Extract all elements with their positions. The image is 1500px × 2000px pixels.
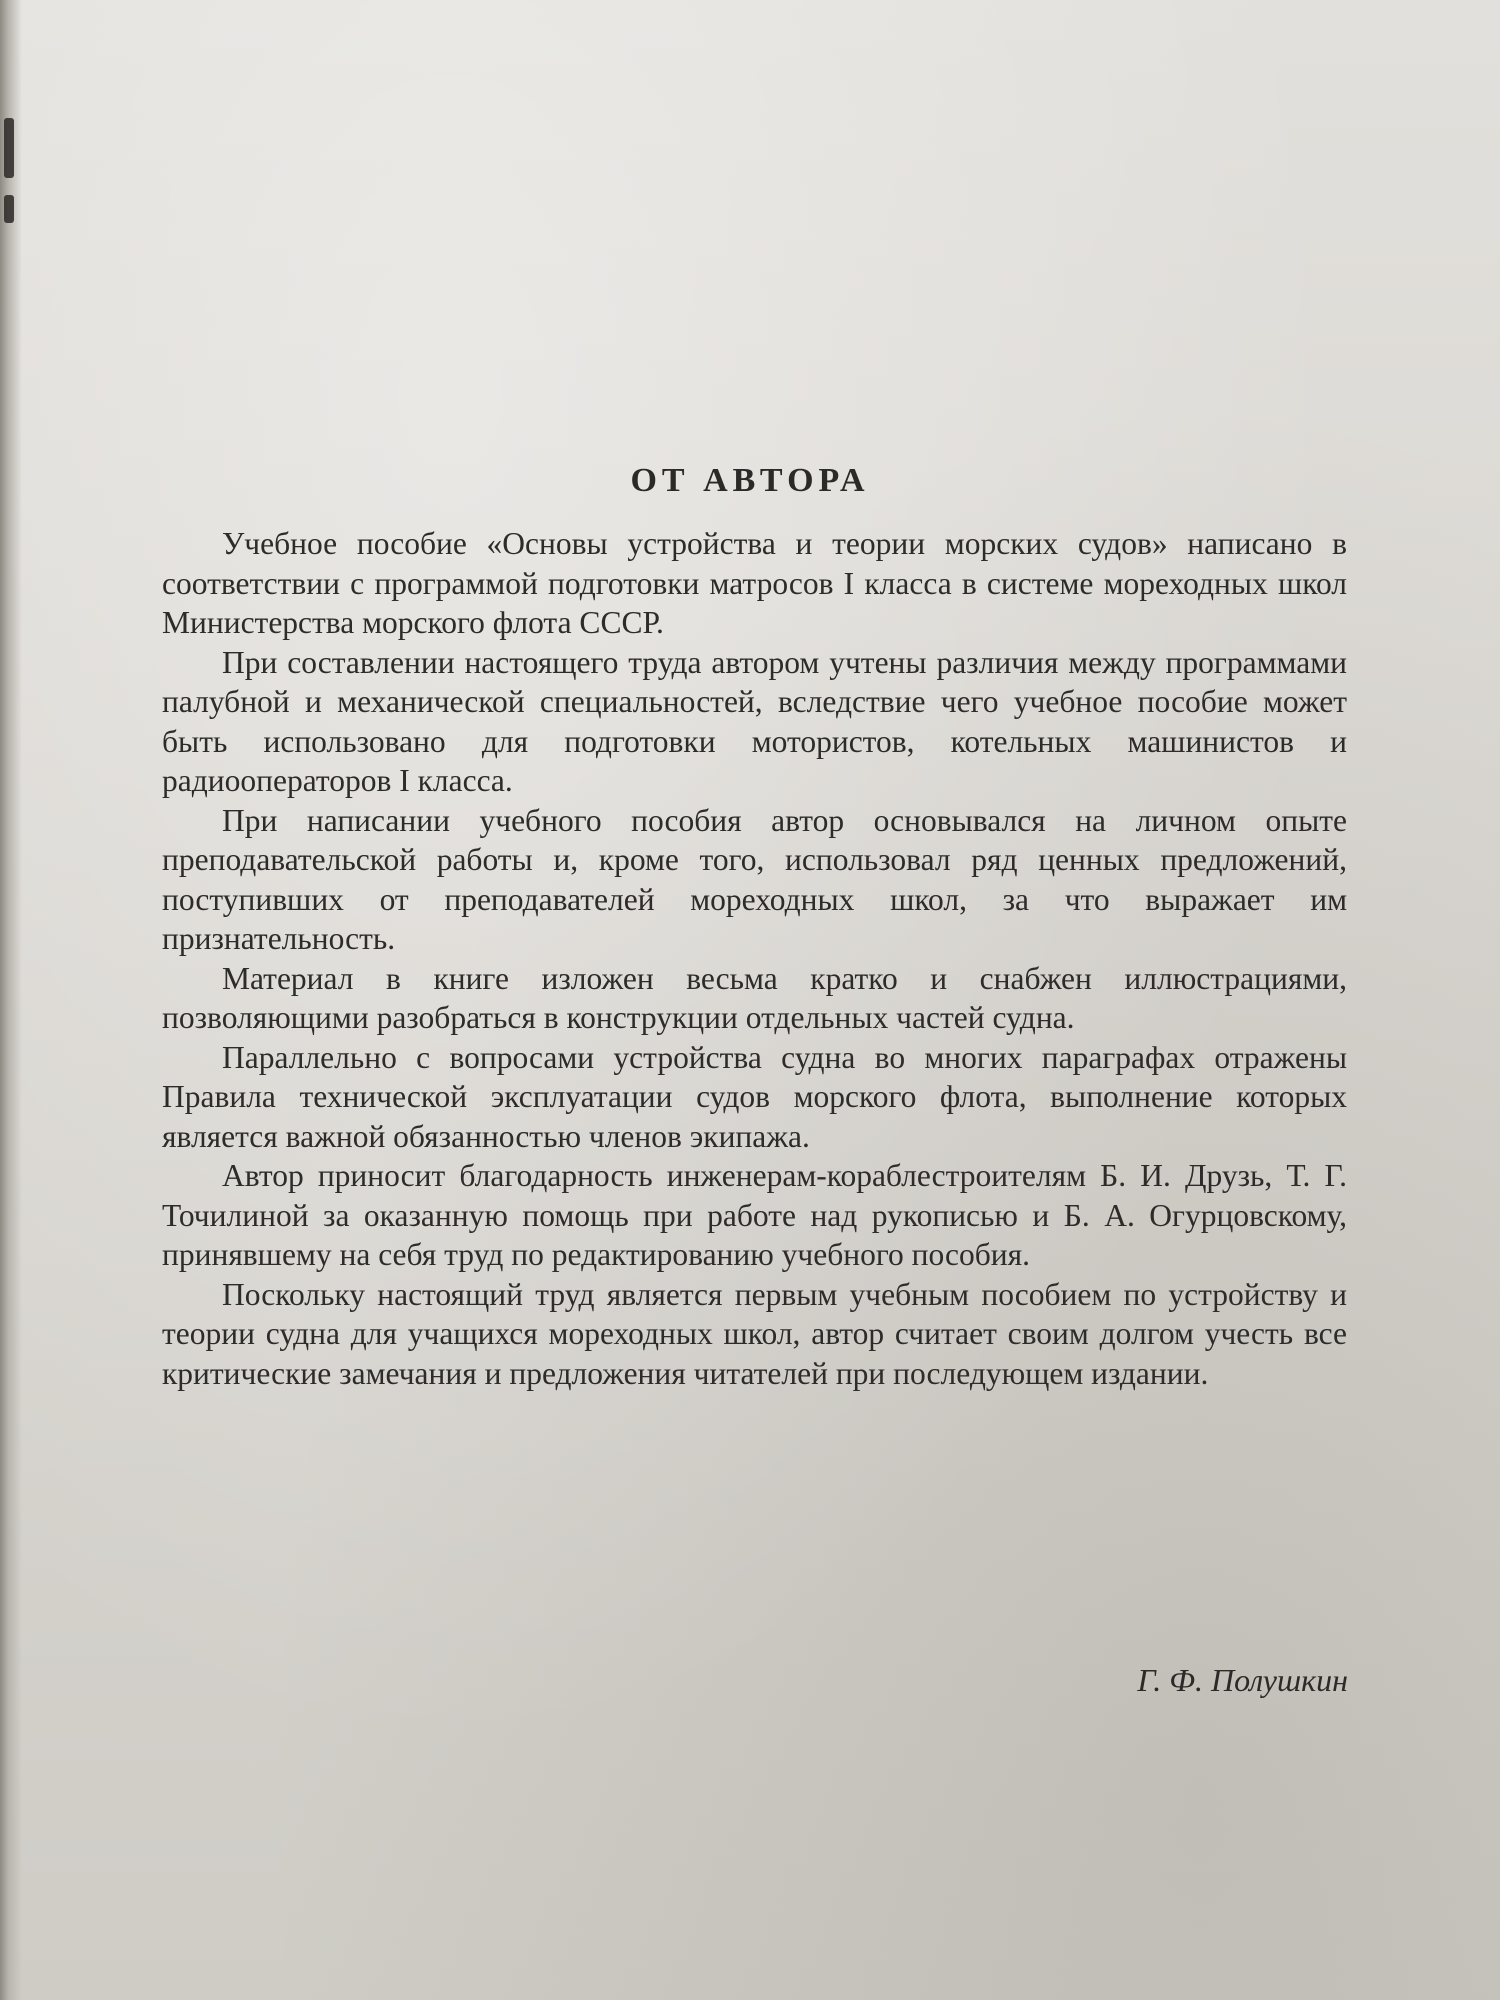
paragraph: Поскольку настоящий труд является первым учебным пособием по устройству и теории судна для учащихся мореходных школ, автор считает своим долгом учесть все критические замечания и предложения читателей при последующем издании. <box>162 1276 1347 1391</box>
preface-text <box>162 524 1347 1393</box>
paragraph: Автор приносит благодарность инженерам-кораблестроителям Б. И. Друзь, Т. Г. Точилиной за оказанную помощь при работе над рукописью и Б. А. Огурцовскому, принявшему на себя труд по редактированию учебного пособия. <box>162 1158 1347 1272</box>
paragraph: Параллельно с вопросами устройства судна во многих параграфах отражены Правила технической эксплуатации судов морского флота, выполнение которых является важной обязанностью членов экипажа. <box>162 1039 1347 1154</box>
binding-mark <box>4 195 14 223</box>
paragraph: Учебное пособие «Основы устройства и теории морских судов» написано в соответствии с программой подготовки матросов I класса в системе мореходных школ Министерства морского флота СССР. <box>162 526 1347 640</box>
binding-mark <box>4 118 14 178</box>
section-heading: ОТ АВТОРА <box>630 462 870 499</box>
page-binding-edge <box>0 0 22 2000</box>
author-signature: Г. Ф. Полушкин <box>1137 1662 1348 1698</box>
paragraph: При написании учебного пособия автор основывался на личном опыте преподавательской работы и, кроме того, использовал ряд ценных предложений, поступивших от преподавателей мореходных школ, за что выражает им признательность. <box>162 802 1347 956</box>
paragraph: Материал в книге изложен весьма кратко и снабжен иллюстрациями, позволяющими разобраться в конструкции отдельных частей судна. <box>162 960 1347 1035</box>
paragraph: При составлении настоящего труда автором учтены различия между программами палубной и механической специальностей, вследствие чего учебное пособие может быть использовано для подготовки мотористов, котельных машинистов и радиооператоров I класса. <box>162 644 1347 798</box>
